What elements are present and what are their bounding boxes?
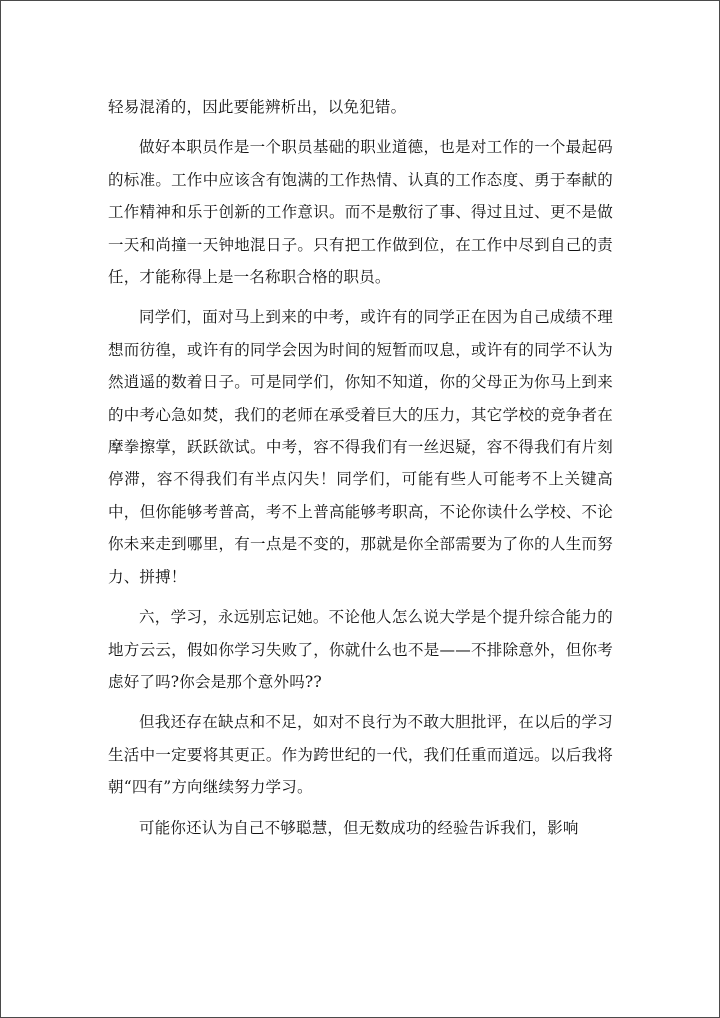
- paragraph-1: 轻易混淆的，因此要能辨析出，以免犯错。: [108, 98, 407, 116]
- paragraph-4: 六，学习，永远别忘记她。不论他人怎么说大学是个提升综合能力的地方云云，假如你学习失败了，你就什么也不是——不排除意外，但你考虑好了吗?你会是那个意外吗??: [108, 608, 613, 691]
- paragraph-6: 可能你还认为自己不够聪慧，但无数成功的经验告诉我们，影响: [139, 818, 579, 837]
- paragraph-2: 做好本职员作是一个职员基础的职业道德，也是对工作的一个最起码的标准。工作中应该含有饱满的工作热情、认真的工作态度、勇于奉献的工作精神和乐于创新的工作意识。而不是敷衍了事、得过且过、更不是做一天和尚撞一天钟地混日子。只有把工作做到位，在工作中尽到自己的责任，才能称得上是一名称职合格的职员。: [108, 138, 613, 287]
- paragraph-3: 同学们，面对马上到来的中考，或许有的同学正在因为自己成绩不理想而彷徨，或许有的同学会因为时间的短暂而叹息，或许有的同学不认为然逍遥的数着日子。可是同学们，你知不知道，你的父母正为你马上到来的中考心急如焚，我们的老师在承受着巨大的压力，其它学校的竞争者在摩拳擦掌，跃跃欲试。中考，容不得我们有一丝迟疑，容不得我们有片刻停滞，容不得我们有半点闪失！同学们，可能有些人可能考不上关键高中，但你能够考普高，考不上普高能够考职高，不论你读什么学校、不论你未来走到哪里，有一点是不变的，那就是你全部需要为了你的人生而努力、拼搏！: [108, 308, 613, 586]
- paragraph-5: 但我还存在缺点和不足，如对不良行为不敢大胆批评，在以后的学习生活中一定要将其更正。作为跨世纪的一代，我们任重而道远。以后我将朝“四有”方向继续努力学习。: [108, 713, 613, 797]
- document-body: [108, 91, 613, 852]
